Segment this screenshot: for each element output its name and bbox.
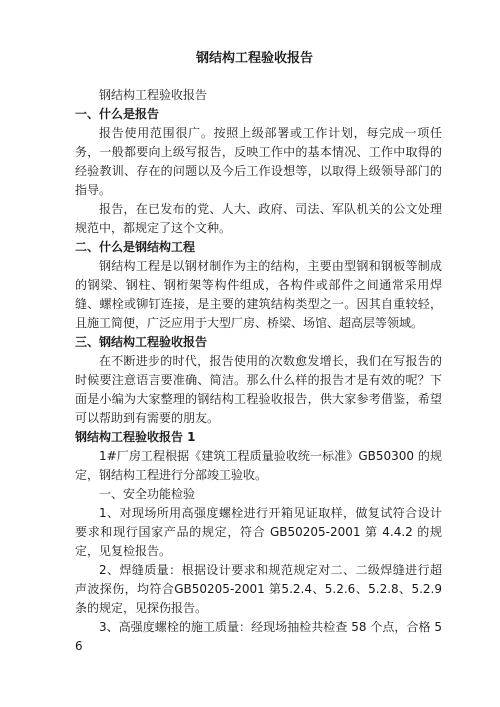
document-title: 钢结构工程验收报告: [195, 51, 313, 66]
section-3-heading: 三、钢结构工程验收报告: [75, 335, 208, 349]
report-1-item-3: 3、高强度螺栓的施工质量：经现场抽检共检查 58 个点，合格 56: [75, 620, 442, 653]
section-1-heading: 一、什么是报告: [75, 107, 160, 121]
report-1-item-2: 2、焊缝质量：根据设计要求和规范规定对二、二级焊缝进行超声波探伤，均符合GB50205-2001 第5.2.4、5.2.6、5.2.8、5.2.9 条的规定，见探伤报告。: [75, 563, 442, 615]
section-2-heading: 二、什么是钢结构工程: [75, 240, 196, 254]
section-2-paragraph-1: 钢结构工程是以钢材制作为主的结构，主要由型钢和钢板等制成的钢梁、钢柱、钢桁架等构件组成，各构件或部件之间通常采用焊缝、螺栓或铆钉连接，是主要的建筑结构类型之一。因其自重较轻，且施工简便，广泛应用于大型厂房、桥梁、场馆、超高层等领域。: [75, 259, 442, 330]
section-3-paragraph-1: 在不断进步的时代，报告使用的次数愈发增长，我们在写报告的时候要注意语言要准确、简洁。那么什么样的报告才是有效的呢？下面是小编为大家整理的钢结构工程验收报告，供大家参考借鉴，希望可以帮助到有需要的朋友。: [75, 354, 442, 425]
section-1-paragraph-1: 报告使用范围很广。按照上级部署或工作计划，每完成一项任务，一般都要向上级写报告，反映工作中的基本情况、工作中取得的经验教训、存在的问题以及今后工作设想等，以取得上级领导部门的指导。: [75, 126, 442, 197]
report-1-item-1: 1、对现场所用高强度螺栓进行开箱见证取样，做复试符合设计要求和现行国家产品的规定，符合 GB50205-2001 第 4.4.2 的规定，见复检报告。: [75, 506, 442, 558]
section-1-paragraph-2: 报告，在已发布的党、人大、政府、司法、军队机关的公文处理规范中，都规定了这个文种。: [75, 202, 442, 235]
intro-line: 钢结构工程验收报告: [99, 88, 208, 102]
report-1-subheading-1: 一、安全功能检验: [99, 487, 196, 501]
report-1-heading: 钢结构工程验收报告 1: [75, 430, 196, 444]
report-1-paragraph-1: 1#厂房工程根据《建筑工程质量验收统一标准》GB50300 的规定，钢结构工程进行分部竣工验收。: [75, 449, 442, 482]
